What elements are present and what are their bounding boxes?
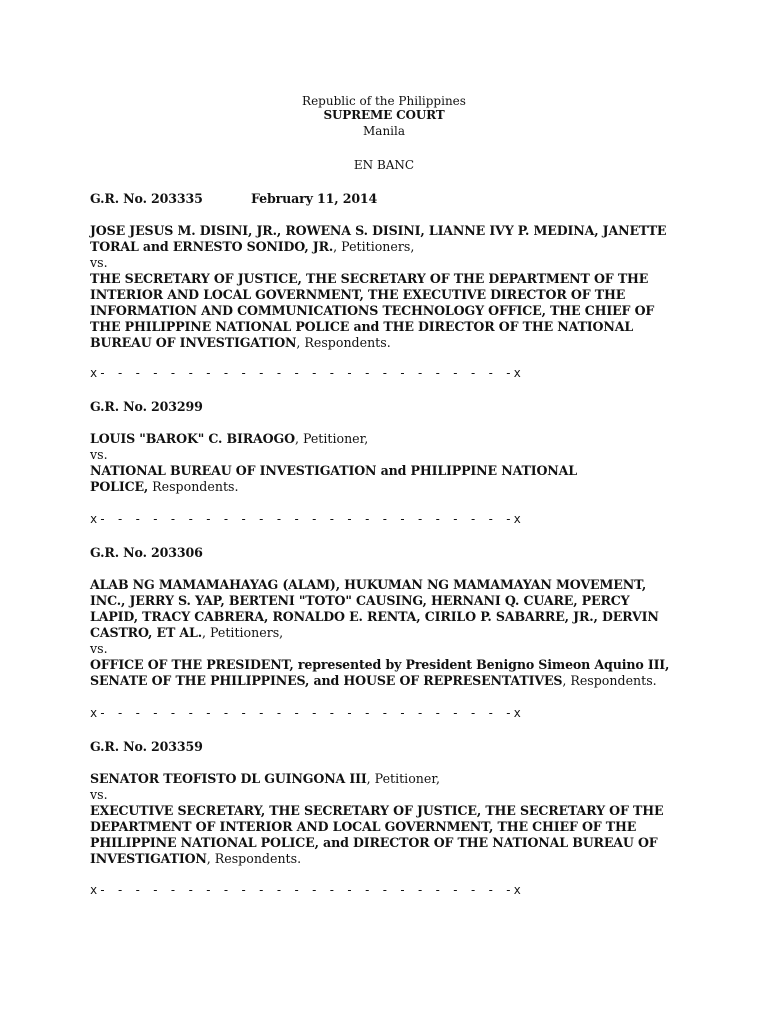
respondent-role: , Respondents. xyxy=(562,673,657,688)
petitioner-line: JOSE JESUS M. DISINI, JR., ROWENA S. DISINI, LIANNE IVY P. MEDINA, JANETTE xyxy=(90,223,667,238)
petitioner-role: , Petitioner, xyxy=(366,771,440,786)
petitioner-line: CASTRO, ET AL. xyxy=(90,625,202,640)
respondent-line: THE PHILIPPINE NATIONAL POLICE and THE DIRECTOR OF THE NATIONAL xyxy=(90,319,634,334)
respondent-line: POLICE, xyxy=(90,479,149,494)
respondent-line: INVESTIGATION xyxy=(90,851,207,866)
court-name: SUPREME COURT xyxy=(323,108,445,122)
separator-line: x- - - - - - - - - - - - - - - - - - - - - - - -x xyxy=(90,512,523,526)
petitioners-block xyxy=(90,223,680,351)
petitioner-line: TORAL and ERNESTO SONIDO, JR. xyxy=(90,239,334,254)
versus-label: vs. xyxy=(90,641,108,656)
respondent-line: EXECUTIVE SECRETARY, THE SECRETARY OF JUSTICE, THE SECRETARY OF THE xyxy=(90,803,664,818)
respondent-line: PHILIPPINE NATIONAL POLICE, and DIRECTOR OF THE NATIONAL BUREAU OF xyxy=(90,835,658,850)
separator-line: x- - - - - - - - - - - - - - - - - - - - - - - -x xyxy=(90,883,523,897)
petitioner-line: INC., JERRY S. YAP, BERTENI "TOTO" CAUSING, HERNANI Q. CUARE, PERCY xyxy=(90,593,630,608)
versus-label: vs. xyxy=(90,255,108,270)
republic-line: Republic of the Philippines xyxy=(302,94,466,108)
case-number: G.R. No. 203306 xyxy=(90,545,203,560)
respondent-role: Respondents. xyxy=(148,479,239,494)
petitioner-line: LOUIS "BAROK" C. BIRAOGO xyxy=(90,431,295,446)
petitioner-role: , Petitioner, xyxy=(294,431,369,446)
versus-label: vs. xyxy=(90,787,108,802)
petitioners-block xyxy=(90,431,680,495)
case-number: G.R. No. 203299 xyxy=(90,399,203,414)
respondent-line: INTERIOR AND LOCAL GOVERNMENT, THE EXECUTIVE DIRECTOR OF THE xyxy=(90,287,626,302)
respondent-line: NATIONAL BUREAU OF INVESTIGATION and PHILIPPINE NATIONAL xyxy=(90,463,577,478)
respondent-line: INFORMATION AND COMMUNICATIONS TECHNOLOGY OFFICE, THE CHIEF OF xyxy=(90,303,655,318)
petitioner-line: ALAB NG MAMAMAHAYAG (ALAM), HUKUMAN NG MAMAMAYAN MOVEMENT, xyxy=(90,577,647,592)
decision-date: February 11, 2014 xyxy=(251,191,378,206)
respondent-line: THE SECRETARY OF JUSTICE, THE SECRETARY OF THE DEPARTMENT OF THE xyxy=(90,271,649,286)
petitioners-block xyxy=(90,771,680,867)
petitioner-role: , Petitioners, xyxy=(333,239,415,254)
respondent-line: BUREAU OF INVESTIGATION xyxy=(90,335,297,350)
respondent-role: , Respondents. xyxy=(296,335,391,350)
separator-line: x- - - - - - - - - - - - - - - - - - - - - - - -x xyxy=(90,366,523,380)
case-number-line xyxy=(90,191,680,207)
respondent-line: SENATE OF THE PHILIPPINES, and HOUSE OF REPRESENTATIVES xyxy=(90,673,563,688)
division-label: EN BANC xyxy=(353,158,415,172)
court-city: Manila xyxy=(363,124,405,138)
respondent-line: DEPARTMENT OF INTERIOR AND LOCAL GOVERNMENT, THE CHIEF OF THE xyxy=(90,819,637,834)
petitioner-role: , Petitioners, xyxy=(202,625,284,640)
petitioner-line: SENATOR TEOFISTO DL GUINGONA III xyxy=(90,771,367,786)
respondent-role: , Respondents. xyxy=(206,851,302,866)
case-number: G.R. No. 203335 xyxy=(90,191,203,206)
versus-label: vs. xyxy=(90,447,108,462)
respondent-line: OFFICE OF THE PRESIDENT, represented by President Benigno Simeon Aquino III, xyxy=(90,657,670,672)
petitioners-block xyxy=(90,577,680,689)
separator-line: x- - - - - - - - - - - - - - - - - - - - - - - -x xyxy=(90,706,523,720)
petitioner-line: LAPID, TRACY CABRERA, RONALDO E. RENTA, CIRILO P. SABARRE, JR., DERVIN xyxy=(90,609,659,624)
case-number: G.R. No. 203359 xyxy=(90,739,203,754)
